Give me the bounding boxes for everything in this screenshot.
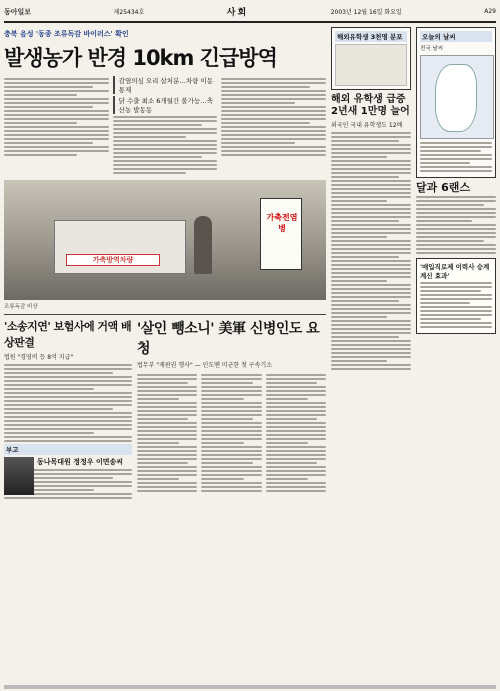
weather-map: [420, 55, 494, 139]
secondary-left-article: [4, 318, 132, 501]
lead-text-col-3: [221, 76, 326, 176]
photo-caption: 조류독감 비상: [4, 304, 38, 310]
lead-subhead-2: 닭 수출 최소 6개월간 불가능…축산농 발동동: [113, 96, 218, 114]
section-title: 사회: [226, 8, 249, 18]
secondary-left-subhead: 법원 "경영비 등 8억 지급": [4, 354, 74, 361]
student-chart-box: [331, 27, 411, 90]
weather-title: 오늘의 날씨: [420, 31, 492, 42]
obituary-portrait: [4, 457, 34, 495]
masthead-issue: 제25434호: [113, 9, 145, 16]
masthead-date: 2003년 12월 16일 화요일: [330, 9, 402, 16]
masthead-logo: 동아일보: [4, 7, 32, 16]
secondary-right-headline: '살인 뺑소니' 美軍 신병인도 요청: [137, 321, 320, 357]
middle-column: [331, 27, 411, 501]
warning-sign: [260, 198, 302, 270]
lead-subhead-1: 감염의심 오리 살처분…차량 이동통제: [113, 76, 218, 94]
lead-text-col-2: [113, 76, 218, 176]
truck-label: 가축방역차량: [66, 254, 160, 266]
weather-box: [416, 27, 496, 178]
obituary-box-title: 부고: [4, 444, 132, 455]
feature-box: [416, 258, 496, 334]
page-number: A29: [484, 8, 496, 15]
person-headline: 달과 6랜스: [416, 181, 470, 194]
right-column: [416, 27, 496, 501]
main-column: [4, 27, 326, 501]
masthead: [4, 4, 496, 23]
weather-map-label: 전국 날씨: [420, 46, 444, 52]
lead-headline: 발생농가 반경 10km 긴급방역: [4, 46, 277, 70]
korea-map-shape: [435, 64, 477, 132]
worker-figure: [194, 216, 212, 274]
obituary-headline: 동나목대원 정정우 이면송씨: [37, 458, 124, 466]
middle-subhead: 외국인 국내 유학생도 12배: [331, 122, 403, 129]
secondary-left-headline: '소송지연' 보험사에 거액 배상판결: [4, 320, 132, 349]
page-footer: [4, 685, 496, 689]
secondary-right-subhead: 법무부 "재판권 행사" — 인도땐 미군한 첫 구속기소: [137, 362, 272, 369]
lead-photo: [4, 180, 326, 300]
secondary-row: [4, 314, 326, 501]
student-box-title: 해외유학생 3천명 분포: [335, 31, 407, 42]
lead-kicker: 충북 음성 '동종 조류독감 바이러스' 확인: [4, 30, 129, 38]
secondary-right-article: [137, 318, 326, 501]
sign-text: 가축전염병: [266, 213, 298, 233]
lead-body: [4, 76, 326, 176]
feature-title: '매입직로제 이력사 승계계신 효과': [420, 263, 490, 280]
middle-headline: 해외 유학생 급증 2년새 1만명 늘어: [331, 94, 410, 117]
student-chart-graphic: [335, 44, 407, 86]
lead-text-col-1: [4, 76, 109, 176]
